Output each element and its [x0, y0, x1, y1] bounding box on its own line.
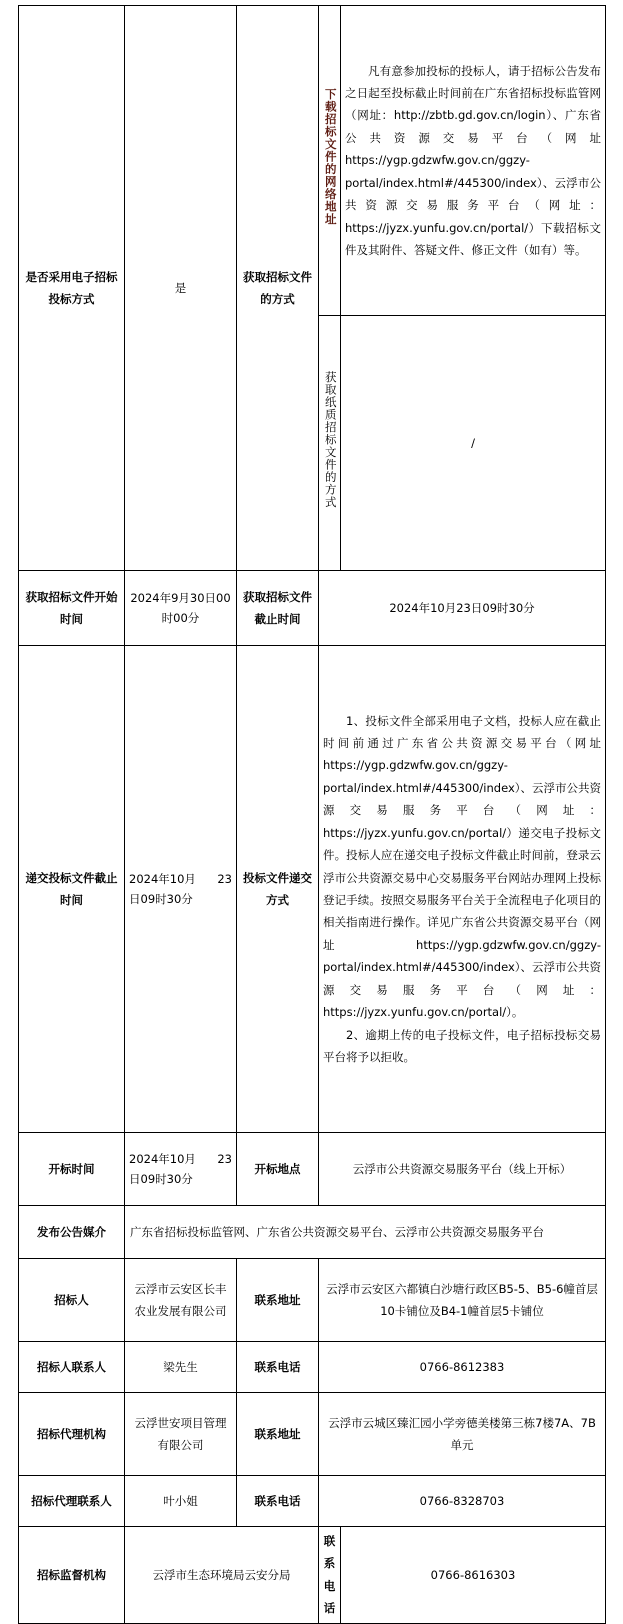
- value-supervisor-phone: 0766-8616303: [341, 1527, 606, 1624]
- value-electronic-bidding: 是: [125, 6, 237, 571]
- table-row: [19, 1342, 606, 1393]
- label-supervisor: 招标监督机构: [19, 1527, 125, 1624]
- value-doc-end-time: 2024年10月23日09时30分: [319, 571, 606, 646]
- value-agency-contact: 叶小姐: [125, 1476, 237, 1527]
- label-paper-doc-method-text: 获取纸质招标文件的方式: [323, 370, 338, 509]
- value-submit-method-paragraphs: [319, 646, 606, 1133]
- label-tenderer: 招标人: [19, 1259, 125, 1342]
- table-row: [19, 1259, 606, 1342]
- label-agency: 招标代理机构: [19, 1393, 125, 1476]
- label-doc-end-time: 获取招标文件截止时间: [237, 571, 319, 646]
- label-online-address-text: 下载招标文件的网络地址: [323, 88, 338, 226]
- label-agency-phone: 联系电话: [237, 1476, 319, 1527]
- table-row: [19, 571, 606, 646]
- label-doc-acquisition-method: 获取招标文件的方式: [237, 6, 319, 571]
- label-tenderer-contact: 招标人联系人: [19, 1342, 125, 1393]
- table-row: [19, 1206, 606, 1259]
- table-row: [19, 646, 606, 1133]
- table-row: [19, 6, 606, 316]
- table-row: [19, 1527, 606, 1624]
- label-electronic-bidding: 是否采用电子招标投标方式: [19, 6, 125, 571]
- label-announcement-media: 发布公告媒介: [19, 1206, 125, 1259]
- value-agency-phone: 0766-8328703: [319, 1476, 606, 1527]
- label-submit-deadline: 递交投标文件截止时间: [19, 646, 125, 1133]
- value-paper-doc-method: /: [341, 316, 606, 571]
- value-submit-deadline: [125, 646, 237, 1133]
- label-bid-open-place: 开标地点: [237, 1133, 319, 1206]
- value-tenderer: 云浮市云安区长丰农业发展有限公司: [125, 1259, 237, 1342]
- bid-open-time-line2: 日09时30分: [129, 1172, 193, 1186]
- value-doc-start-time: [125, 571, 237, 646]
- table-row: [19, 1133, 606, 1206]
- value-online-address-paragraph: [341, 6, 606, 316]
- label-doc-start-time: 获取招标文件开始时间: [19, 571, 125, 646]
- submit-deadline-line1: [129, 869, 232, 889]
- value-agency: 云浮世安项目管理有限公司: [125, 1393, 237, 1476]
- label-paper-doc-method-vertical: [319, 316, 341, 571]
- tender-info-table: [18, 5, 606, 1624]
- submit-deadline-month: 2024年10月: [129, 871, 196, 886]
- bid-open-time-line1: [129, 1149, 232, 1169]
- value-tenderer-contact: 梁先生: [125, 1342, 237, 1393]
- label-submit-method: 投标文件递交方式: [237, 646, 319, 1133]
- table-row: [19, 1393, 606, 1476]
- doc-start-time-line1: 2024年9月30日00: [130, 590, 231, 605]
- label-agency-address: 联系地址: [237, 1393, 319, 1476]
- bid-open-day: 23: [217, 1151, 232, 1166]
- value-agency-address: 云浮市云城区臻汇园小学旁德美楼第三栋7楼7A、7B单元: [319, 1393, 606, 1476]
- submit-deadline-line2: 日09时30分: [129, 892, 193, 906]
- label-online-address-vertical: [319, 6, 341, 316]
- label-tenderer-phone: 联系电话: [237, 1342, 319, 1393]
- submit-method-text-1: 1、投标文件全部采用电子文档，投标人应在截止时间前通过广东省公共资源交易平台（网址https://ygp.gdzwfw.gov.cn/ggzy-portal/index.html#/445300/index）、云浮市公共资源交易服务平台（网址：https://jyzx.yunfu.gov.cn/portal/）递交电子投标文件。投标人应在递交电子投标文件截止时间前，登录云浮市公共资源交易中心交易服务平台网站办理网上投标登记手续。按照交易服务平台关于全流程电子化项目的相关指南进行操作。详见广东省公共资源交易平台（网址https://ygp.gdzwfw.gov.cn/ggzy-portal/index.html#/445300/index）、云浮市公共资源交易服务平台（网址：https://jyzx.yunfu.gov.cn/portal/）。: [323, 713, 601, 1020]
- submit-deadline-day: 23: [217, 871, 232, 886]
- value-bid-open-place: 云浮市公共资源交易服务平台（线上开标）: [319, 1133, 606, 1206]
- label-tenderer-address: 联系地址: [237, 1259, 319, 1342]
- online-address-text: 凡有意参加投标的投标人，请于招标公告发布之日起至投标截止时间前在广东省招标投标监管网（网址：http://zbtb.gd.gov.cn/login）、广东省公共资源交易平台（网址https://ygp.gdzwfw.gov.cn/ggzy-portal/index.html#/445300/index）、云浮市公共资源交易服务平台（网址：https://jyzx.yunfu.gov.cn/portal/）下载招标文件及其附件、答疑文件、修正文件（如有）等。: [345, 63, 601, 257]
- value-bid-open-time: [125, 1133, 237, 1206]
- table-row: [19, 1476, 606, 1527]
- value-supervisor: 云浮市生态环境局云安分局: [125, 1527, 319, 1624]
- label-agency-contact: 招标代理联系人: [19, 1476, 125, 1527]
- value-announcement-media: 广东省招标投标监管网、广东省公共资源交易平台、云浮市公共资源交易服务平台: [125, 1206, 606, 1259]
- submit-method-text-2: 2、逾期上传的电子投标文件，电子招标投标交易平台将予以拒收。: [323, 1027, 601, 1064]
- doc-start-time-line2: 时00分: [161, 611, 200, 625]
- bid-open-month: 2024年10月: [129, 1151, 196, 1166]
- value-tenderer-phone: 0766-8612383: [319, 1342, 606, 1393]
- label-supervisor-phone: 联系电话: [319, 1527, 341, 1624]
- label-bid-open-time: 开标时间: [19, 1133, 125, 1206]
- value-tenderer-address: 云浮市云安区六都镇白沙塘行政区B5-5、B5-6幢首层10卡铺位及B4-1幢首层5卡铺位: [319, 1259, 606, 1342]
